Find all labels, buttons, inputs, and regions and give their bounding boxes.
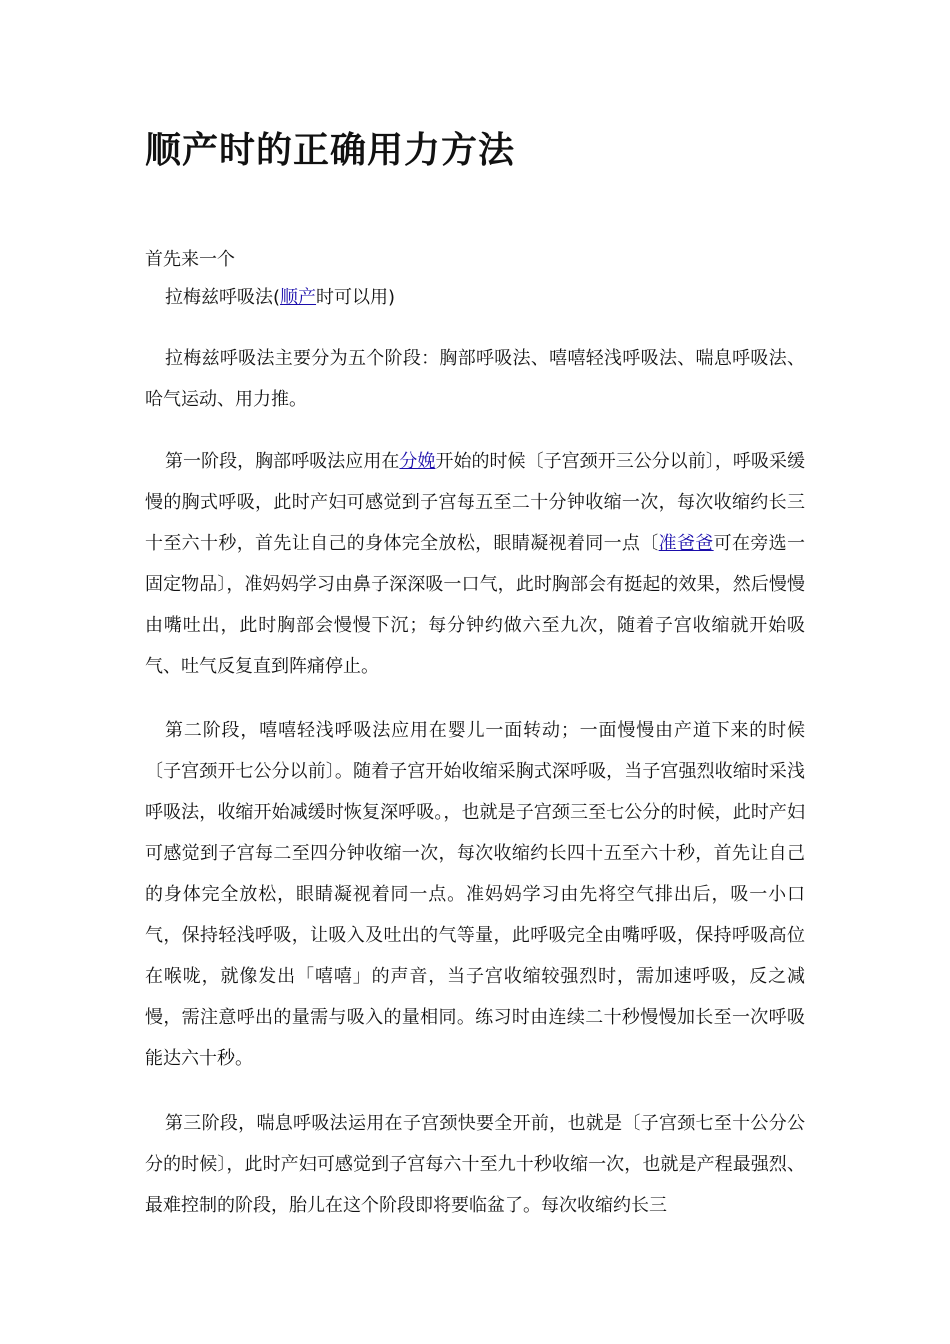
page-title: 顺产时的正确用力方法 <box>145 130 516 171</box>
intro-line: 首先来一个 <box>145 249 235 270</box>
paragraph-stage-two: 第二阶段，嘻嘻轻浅呼吸法应用在婴儿一面转动；一面慢慢由产道下来的时候〔子宫颈开七公分以前〕。随着子宫开始收缩采胸式深呼吸，当子宫强烈收缩时采浅呼吸法，收缩开始减缓时恢复深呼吸。，也就是子宫颈三至七公分的时候，此时产妇可感觉到子宫每二至四分钟收缩一次，每次收缩约长四十五至六十秒，首先让自己的身体完全放松，眼睛凝视着同一点。准妈妈学习由先将空气排出后，吸一小口气，保持轻浅呼吸，让吸入及吐出的气等量，此呼吸完全由嘴呼吸，保持呼吸高位在喉咙，就像发出「嘻嘻」的声音，当子宫收缩较强烈时，需加速呼吸，反之减慢，需注意呼出的量需与吸入的量相同。练习时由连续二十秒慢慢加长至一次呼吸能达六十秒。 <box>145 720 805 1069</box>
stage-one-text-b: 开始的时候〔子宫颈开三公分以前〕，呼吸采缓慢的胸式呼吸，此时产妇可感觉到子宫每五至二十分钟收缩一次，每次收缩约长三十至六十秒，首先让自己的身体完全放松，眼睛凝视着同一点〔 <box>145 451 806 554</box>
paragraph-stage-one <box>145 441 805 687</box>
method-heading <box>165 285 395 311</box>
paragraph-stage-three: 第三阶段，喘息呼吸法运用在子宫颈快要全开前，也就是〔子宫颈七至十公分公分的时候〕，此时产妇可感觉到子宫每六十至九十秒收缩一次，也就是产程最强烈、最难控制的阶段，胎儿在这个阶段即将要临盆了。每次收缩约长三 <box>145 1113 805 1216</box>
stage-one-text-a: 第一阶段，胸部呼吸法应用在 <box>165 451 400 472</box>
method-heading-prefix: 拉梅兹呼吸法( <box>165 287 281 308</box>
paragraph-overview: 拉梅兹呼吸法主要分为五个阶段：胸部呼吸法、嘻嘻轻浅呼吸法、喘息呼吸法、哈气运动、用力推。 <box>145 348 805 410</box>
method-heading-suffix: 时可以用) <box>316 287 396 308</box>
zhunbaba-link[interactable]: 准爸爸 <box>658 533 714 554</box>
stage-one-text-c: 可在旁选一固定物品〕，准妈妈学习由鼻子深深吸一口气，此时胸部会有挺起的效果，然后慢慢由嘴吐出，此时胸部会慢慢下沉；每分钟约做六至九次，随着子宫收缩就开始吸气、吐气反复直到阵痛停止。 <box>145 533 806 677</box>
fenmian-link[interactable]: 分娩 <box>399 451 436 472</box>
shunchan-link[interactable]: 顺产 <box>280 287 317 308</box>
